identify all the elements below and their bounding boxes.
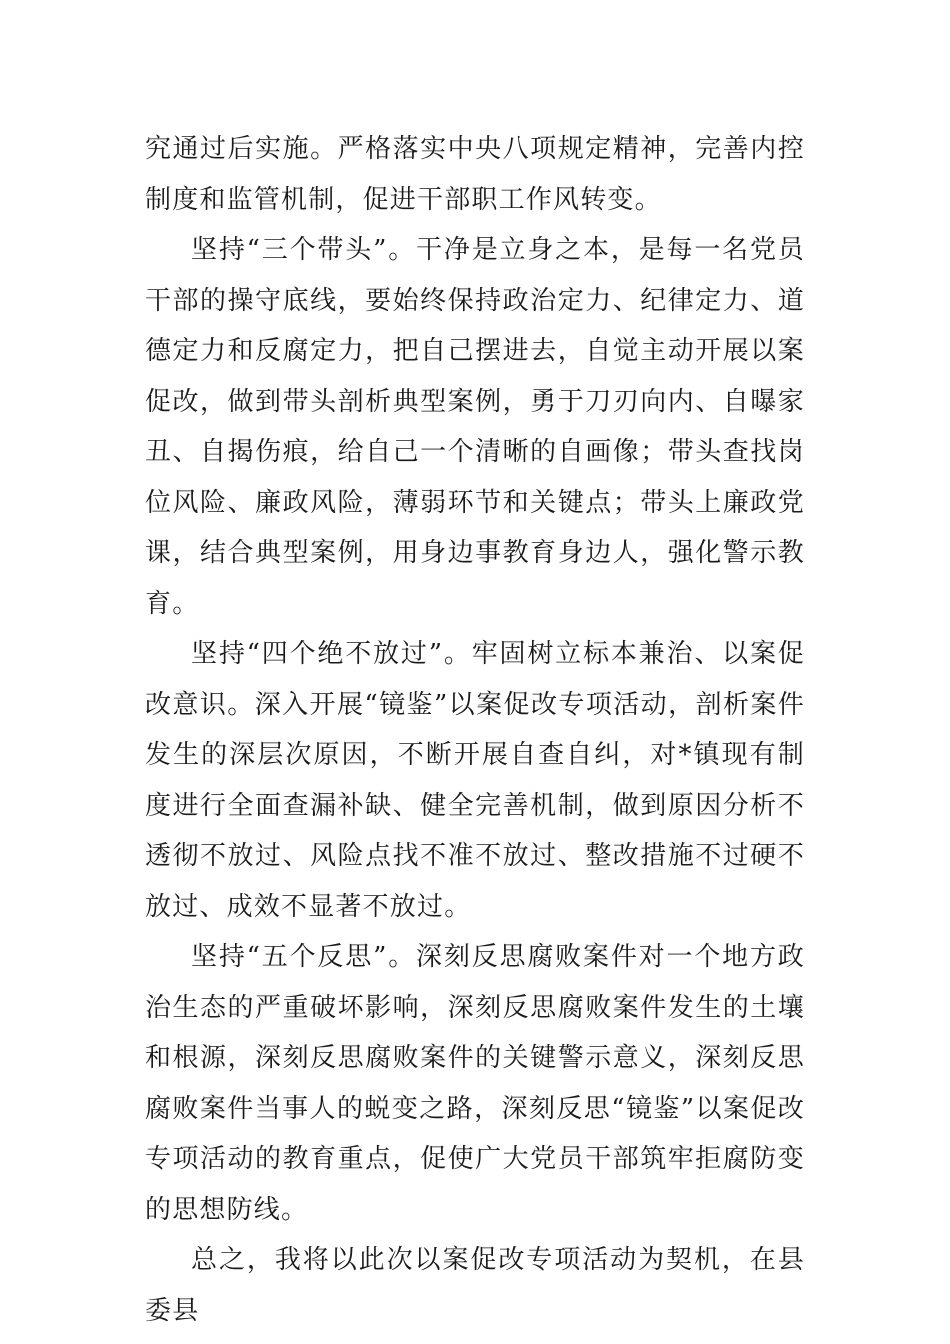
paragraph-four-never-let-go: 坚持“四个绝不放过”。牢固树立标本兼治、以案促改意识。深入开展“镜鉴”以案促改专项活动，剖析案件发生的深层次原因，不断开展自查自纠，对*镇现有制度进行全面查漏补缺、健全完善机制，做到原因分析不透彻不放过、风险点找不准不放过、整改措施不过硬不放过、成效不显著不放过。 bbox=[145, 639, 805, 922]
paragraph-three-leads: 坚持“三个带头”。干净是立身之本，是每一名党员干部的操守底线，要始终保持政治定力、纪律定力、道德定力和反腐定力，把自己摆进去，自觉主动开展以案促改，做到带头剖析典型案例，勇于刀刃向内、自曝家丑、自揭伤痕，给自己一个清晰的自画像；带头查找岗位风险、廉政风险，薄弱环节和关键点；带头上廉政党课，结合典型案例，用身边事教育身边人，强化警示教育。 bbox=[145, 235, 805, 619]
paragraph-five-reflections: 坚持“五个反思”。深刻反思腐败案件对一个地方政治生态的严重破坏影响，深刻反思腐败案件发生的土壤和根源，深刻反思腐败案件的关键警示意义，深刻反思腐败案件当事人的蜕变之路，深刻反思“镜鉴”以案促改专项活动的教育重点，促使广大党员干部筑牢拒腐防变的思想防线。 bbox=[145, 942, 805, 1225]
document-body bbox=[145, 124, 805, 1336]
paragraph-conclusion: 总之，我将以此次以案促改专项活动为契机，在县委县 bbox=[145, 1245, 805, 1326]
paragraph-continuation: 究通过后实施。严格落实中央八项规定精神，完善内控制度和监管机制，促进干部职工作风转变。 bbox=[145, 134, 805, 215]
